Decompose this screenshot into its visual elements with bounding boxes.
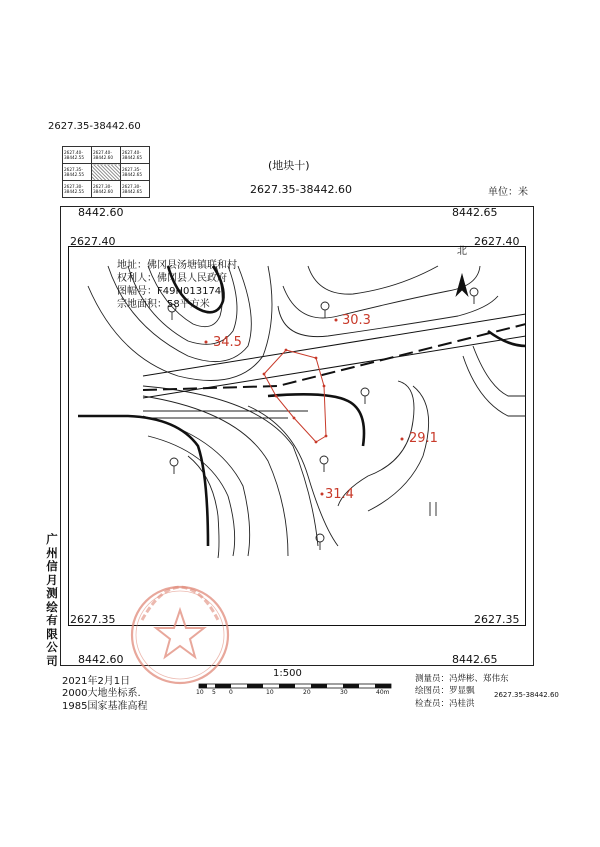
index-cell: 2627.35-38442.55 bbox=[63, 164, 92, 181]
parcel-vertex bbox=[275, 395, 278, 398]
contour-line bbox=[368, 386, 429, 511]
scale-tick: 30 bbox=[340, 689, 348, 696]
parcel-vertex bbox=[315, 441, 318, 444]
company-char: 州 bbox=[46, 545, 58, 560]
parcel-vertex bbox=[263, 373, 266, 376]
tree-symbol bbox=[321, 302, 329, 318]
adjacent-sheet-index bbox=[62, 146, 150, 198]
corner-bottom-left-y: 2627.35 bbox=[70, 613, 116, 626]
tree-symbol bbox=[361, 388, 369, 404]
company-char: 月 bbox=[46, 572, 58, 587]
north-label: 北 bbox=[457, 246, 467, 257]
elevation-label: 29.1 bbox=[409, 431, 438, 446]
index-contour bbox=[78, 416, 208, 546]
elevation-label: 31.4 bbox=[325, 487, 354, 502]
surveyor-label: 测量员：冯烨彬、郑伟东 bbox=[415, 674, 509, 684]
scale-tick: 40m bbox=[376, 689, 390, 696]
scale-ratio: 1:500 bbox=[273, 668, 302, 679]
elevation-point bbox=[321, 493, 324, 496]
contour-line bbox=[248, 406, 338, 546]
company-char: 测 bbox=[46, 586, 58, 600]
height-system: 1985国家基准高程 bbox=[62, 701, 148, 712]
elevation-label: 30.3 bbox=[342, 313, 371, 328]
scale-tick: 0 bbox=[229, 689, 233, 696]
index-cell-current bbox=[92, 164, 121, 181]
scale-tick: 10 bbox=[266, 689, 274, 696]
contour-line bbox=[463, 356, 526, 416]
index-contour bbox=[268, 394, 364, 446]
tree-symbol bbox=[170, 458, 178, 474]
company-char: 广 bbox=[46, 532, 58, 546]
sheet-no-label: 图幅号：F49H013174 bbox=[117, 286, 222, 297]
parcel-vertex bbox=[325, 435, 328, 438]
map-title: 2627.35-38442.60 bbox=[250, 183, 352, 196]
owner-label: 权利人：佛冈县人民政府 bbox=[117, 273, 227, 284]
corner-top-left-y: 2627.40 bbox=[70, 235, 116, 248]
unit-label: 单位：米 bbox=[488, 187, 528, 198]
scale-bar bbox=[198, 681, 398, 691]
scale-tick: 10 bbox=[196, 689, 204, 696]
index-cell: 2627.30-38442.60 bbox=[92, 181, 121, 198]
grass-symbol bbox=[430, 502, 436, 516]
contour-line bbox=[148, 436, 235, 556]
company-char: 信 bbox=[46, 559, 58, 573]
contour-line bbox=[308, 266, 438, 294]
area-label: 宗地面积：58平方米 bbox=[117, 299, 210, 310]
elevation-point bbox=[401, 438, 404, 441]
parcel-vertex bbox=[323, 385, 326, 388]
tree-symbol bbox=[470, 288, 478, 304]
contour-line bbox=[283, 266, 480, 318]
index-cell: 2627.30-38442.65 bbox=[121, 181, 150, 198]
corner-top-left-x: 8442.60 bbox=[78, 206, 124, 219]
drafter-label: 绘图员：罗显飘 bbox=[415, 686, 475, 696]
index-cell: 2627.40-38442.55 bbox=[63, 147, 92, 164]
elevation-point bbox=[205, 341, 208, 344]
index-cell: 2627.40-38442.60 bbox=[92, 147, 121, 164]
index-cell: 2627.40-38442.65 bbox=[121, 147, 150, 164]
tree-symbol bbox=[320, 456, 328, 472]
corner-bottom-right-x: 8442.65 bbox=[452, 653, 498, 666]
block-label: (地块十) bbox=[268, 159, 310, 172]
index-cell: 2627.35-38442.65 bbox=[121, 164, 150, 181]
survey-date: 2021年2月1日 bbox=[62, 676, 131, 687]
company-char: 绘 bbox=[46, 599, 58, 614]
company-char: 有 bbox=[46, 613, 58, 627]
company-char: 公 bbox=[46, 640, 58, 654]
elevation-point bbox=[335, 319, 338, 322]
parcel-vertex bbox=[315, 357, 318, 360]
address-label: 地址：佛冈县汤塘镇联和村 bbox=[117, 260, 237, 271]
corner-bottom-right-y: 2627.35 bbox=[474, 613, 520, 626]
sheet-id: 2627.35-38442.60 bbox=[48, 121, 141, 132]
index-cell: 2627.30-38442.55 bbox=[63, 181, 92, 198]
coordinate-system: 2000大地坐标系. bbox=[62, 688, 141, 699]
corner-top-right-y: 2627.40 bbox=[474, 235, 520, 248]
company-seal bbox=[120, 580, 240, 690]
index-contour bbox=[488, 331, 526, 346]
company-name-vertical bbox=[44, 533, 60, 668]
parcel-vertex bbox=[293, 417, 296, 420]
corner-bottom-left-x: 8442.60 bbox=[78, 653, 124, 666]
contour-line bbox=[473, 346, 526, 396]
contour-line bbox=[143, 416, 250, 556]
elevation-label: 34.5 bbox=[213, 335, 242, 350]
checker-label: 检查员：冯桂洪 bbox=[415, 699, 475, 709]
parcel-vertex bbox=[285, 349, 288, 352]
sheet-id-small: 2627.35-38442.60 bbox=[494, 691, 559, 699]
corner-top-right-x: 8442.65 bbox=[452, 206, 498, 219]
scale-tick: 20 bbox=[303, 689, 311, 696]
scale-tick: 5 bbox=[212, 689, 216, 696]
company-char: 限 bbox=[46, 626, 58, 641]
company-char: 司 bbox=[46, 653, 58, 668]
